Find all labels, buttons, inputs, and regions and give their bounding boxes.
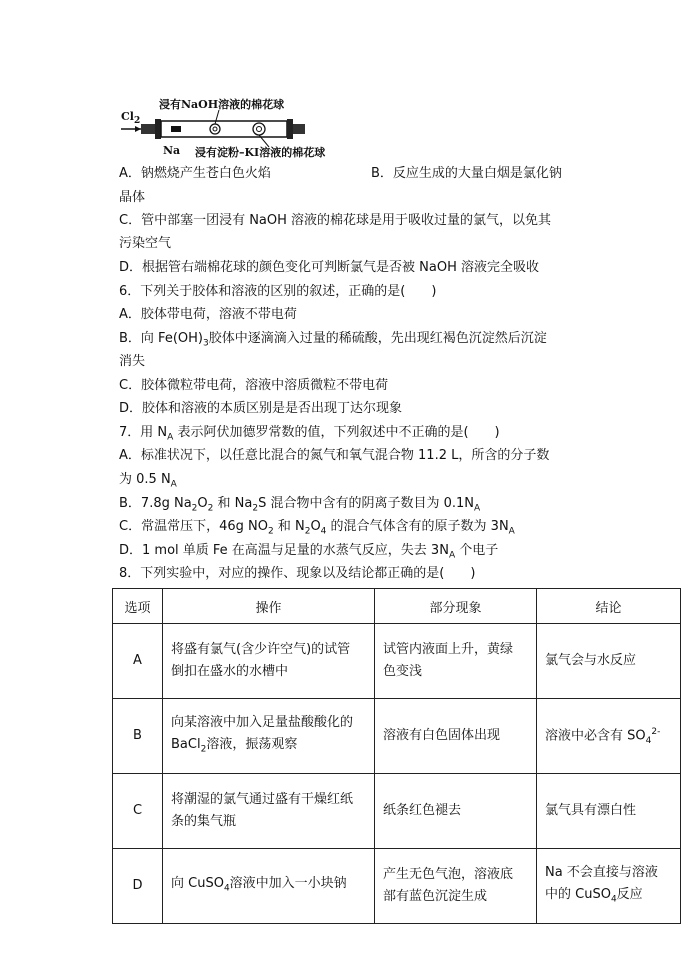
q5-option-b-cont: 晶体: [119, 190, 146, 205]
header-conclusion: 结论: [537, 589, 681, 624]
row-option: B: [113, 699, 163, 774]
q7-option-a: A．标准状况下，以任意比混合的氮气和氧气混合物 11.2 L，所含的分子数: [119, 448, 550, 463]
table-row: [113, 849, 681, 924]
q6-option-c: C．胶体微粒带电荷，溶液中溶质微粒不带电荷: [119, 378, 389, 393]
q7-stem: 7．用 $N_A$ 表示阿伏加德罗常数的值，下列叙述中不正确的是( ): [119, 425, 500, 443]
q7-option-c: C．常温常压下，46g $NO_2$ 和 $N_2O_4$ 的混合气体含有的原子数为 $3N_A$: [119, 519, 515, 537]
table-header-row: [113, 589, 681, 624]
q6-stem: 6．下列关于胶体和溶液的区别的叙述，正确的是( ): [119, 284, 437, 299]
apparatus-figure: [119, 92, 359, 160]
row-conclusion: Na 不会直接与溶液 中的 CuSO$_4$反应: [537, 849, 681, 924]
row-conclusion: 氯气会与水反应: [537, 624, 681, 699]
figure-top-label: 浸有NaOH溶液的棉花球: [159, 98, 285, 111]
figure-na-label: Na: [163, 144, 181, 157]
q5-option-c-cont: 污染空气: [119, 236, 172, 251]
q5-option-b: B．反应生成的大量白烟是氯化钠: [371, 166, 562, 181]
row-phenomenon: 试管内液面上升，黄绿 色变浅: [375, 624, 537, 699]
row-option: D: [113, 849, 163, 924]
row-phenomenon: 溶液有白色固体出现: [375, 699, 537, 774]
row-phenomenon: 纸条红色褪去: [375, 774, 537, 849]
q7-option-d: D．1 mol 单质 Fe 在高温与足量的水蒸气反应，失去 $3N_A$ 个电子: [119, 543, 499, 561]
row-operation: 向某溶液中加入足量盐酸酸化的 BaCl$_2$溶液，振荡观察: [163, 699, 375, 774]
q7-option-b: B．7.8g $Na_2O_2$ 和 $Na_2S$ 混合物中含有的阴离子数目为 $0.1N_A$: [119, 496, 481, 514]
q6-option-b: B．向 $Fe(OH)_3$胶体中逐滴滴入过量的稀硫酸，先出现红褐色沉淀然后沉淀: [119, 331, 547, 349]
q8-stem: 8．下列实验中，对应的操作、现象以及结论都正确的是( ): [119, 566, 476, 581]
q7-option-a-cont: 为 0.5 $N_A$: [119, 472, 177, 490]
header-option: 选项: [113, 589, 163, 624]
row-operation: 向 CuSO$_4$溶液中加入一小块钠: [163, 849, 375, 924]
q6-option-a: A．胶体带电荷，溶液不带电荷: [119, 307, 297, 322]
header-operation: 操作: [163, 589, 375, 624]
table-row: [113, 624, 681, 699]
figure-bottom-label: 浸有淀粉–KI溶液的棉花球: [195, 146, 326, 159]
q5-option-c: C．管中部塞一团浸有 NaOH 溶液的棉花球是用于吸收过量的氯气，以免其: [119, 213, 552, 228]
q8-table: [112, 588, 681, 924]
q6-option-b-cont: 消失: [119, 354, 146, 369]
row-conclusion: 氯气具有漂白性: [537, 774, 681, 849]
table-row: [113, 699, 681, 774]
q6-option-d: D．胶体和溶液的本质区别是是否出现丁达尔现象: [119, 401, 403, 416]
table-row: [113, 774, 681, 849]
row-phenomenon: 产生无色气泡，溶液底 部有蓝色沉淀生成: [375, 849, 537, 924]
row-option: C: [113, 774, 163, 849]
row-option: A: [113, 624, 163, 699]
row-operation: 将盛有氯气(含少许空气)的试管 倒扣在盛水的水槽中: [163, 624, 375, 699]
q5-option-d: D．根据管右端棉花球的颜色变化可判断氯气是否被 NaOH 溶液完全吸收: [119, 260, 539, 275]
row-operation: 将潮湿的氯气通过盛有干燥红纸 条的集气瓶: [163, 774, 375, 849]
row-conclusion: 溶液中必含有 $SO_4^{2-}$: [537, 699, 681, 774]
q5-option-a: A．钠燃烧产生苍白色火焰: [119, 166, 271, 181]
header-phenomenon: 部分现象: [375, 589, 537, 624]
figure-cl2-label: $Cl_2$: [121, 110, 141, 127]
